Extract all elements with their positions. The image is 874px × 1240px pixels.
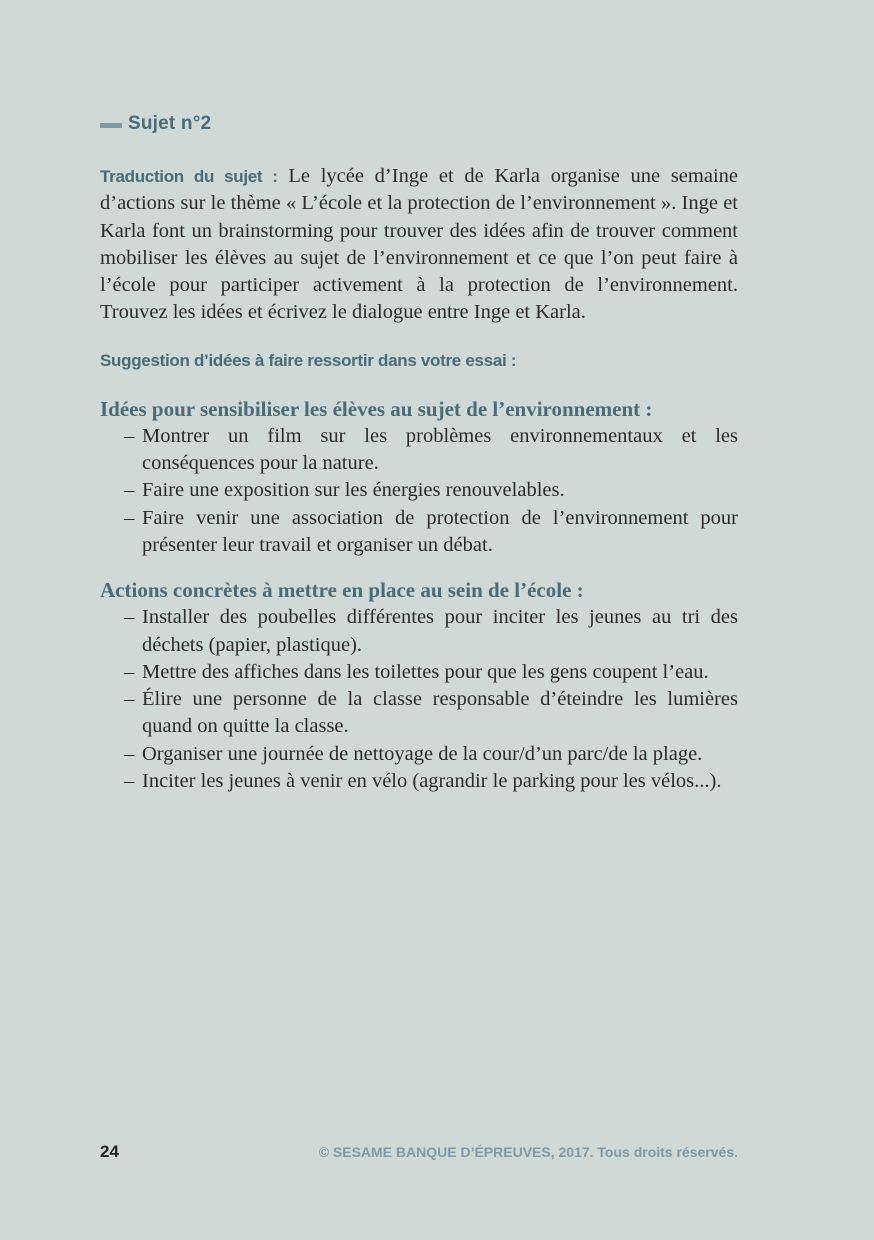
list-dash: – <box>124 770 135 793</box>
list-item <box>100 604 738 659</box>
actions-list <box>100 604 738 795</box>
list-item-text: Installer des poubelles différentes pour inciter les jeunes au tri des déchets (papier, plastique). <box>142 606 738 656</box>
main-content <box>100 163 738 795</box>
copyright-notice: © SESAME BANQUE D’ÉPREUVES, 2017. Tous droits réservés. <box>318 1144 738 1160</box>
list-item-text: Inciter les jeunes à venir en vélo (agrandir le parking pour les vélos...). <box>142 770 722 793</box>
list-item <box>100 686 738 741</box>
page-header <box>100 113 211 135</box>
list-item-text: Élire une personne de la classe responsable d’éteindre les lumières quand on quitte la classe. <box>142 688 738 738</box>
list-item <box>100 768 738 795</box>
list-item-text: Faire venir une association de protection de l’environnement pour présenter leur travail et organiser un débat. <box>142 506 738 556</box>
list-item <box>100 659 738 686</box>
section-title-awareness: Idées pour sensibiliser les élèves au sujet de l’environnement : <box>100 396 653 421</box>
subject-title: Sujet n°2 <box>128 113 212 134</box>
list-item-text: Mettre des affiches dans les toilettes pour que les gens coupent l’eau. <box>142 660 709 683</box>
section-title-actions: Actions concrètes à mettre en place au sein de l’école : <box>100 578 584 603</box>
header-bar-decoration <box>100 123 122 128</box>
translation-paragraph <box>100 163 738 327</box>
translation-label: Traduction du sujet : <box>100 167 278 186</box>
list-item-text: Organiser une journée de nettoyage de la cour/d’un parc/de la plage. <box>142 742 703 765</box>
list-item <box>100 477 738 504</box>
suggestion-label: Suggestion d’idées à faire ressortir dans votre essai : <box>100 350 517 370</box>
translation-text: Le lycée d’Inge et de Karla organise une semaine d’actions sur le thème « L’école et la protection de l’environnement ». Inge et Karla font un brainstorming pour trouver des idées afin de trouver comment mobiliser les élèves au sujet de l’environnement et ce que l’on peut faire à l’école pour participer activement à la protection de l’environnement. Trouvez les idées et écrivez le dialogue entre Inge et Karla. <box>100 165 738 324</box>
list-dash: – <box>124 688 135 711</box>
list-dash: – <box>124 660 135 683</box>
list-dash: – <box>124 742 135 765</box>
list-dash: – <box>124 479 135 502</box>
list-dash: – <box>124 506 135 529</box>
list-item-text: Montrer un film sur les problèmes environnementaux et les conséquences pour la nature. <box>142 424 738 475</box>
list-item <box>100 423 738 478</box>
list-dash: – <box>124 606 135 629</box>
list-item-text: Faire une exposition sur les énergies renouvelables. <box>142 479 565 502</box>
awareness-list <box>100 423 738 559</box>
page-number: 24 <box>100 1142 119 1161</box>
list-dash: – <box>124 424 135 447</box>
list-item <box>100 741 738 768</box>
list-item <box>100 505 738 560</box>
